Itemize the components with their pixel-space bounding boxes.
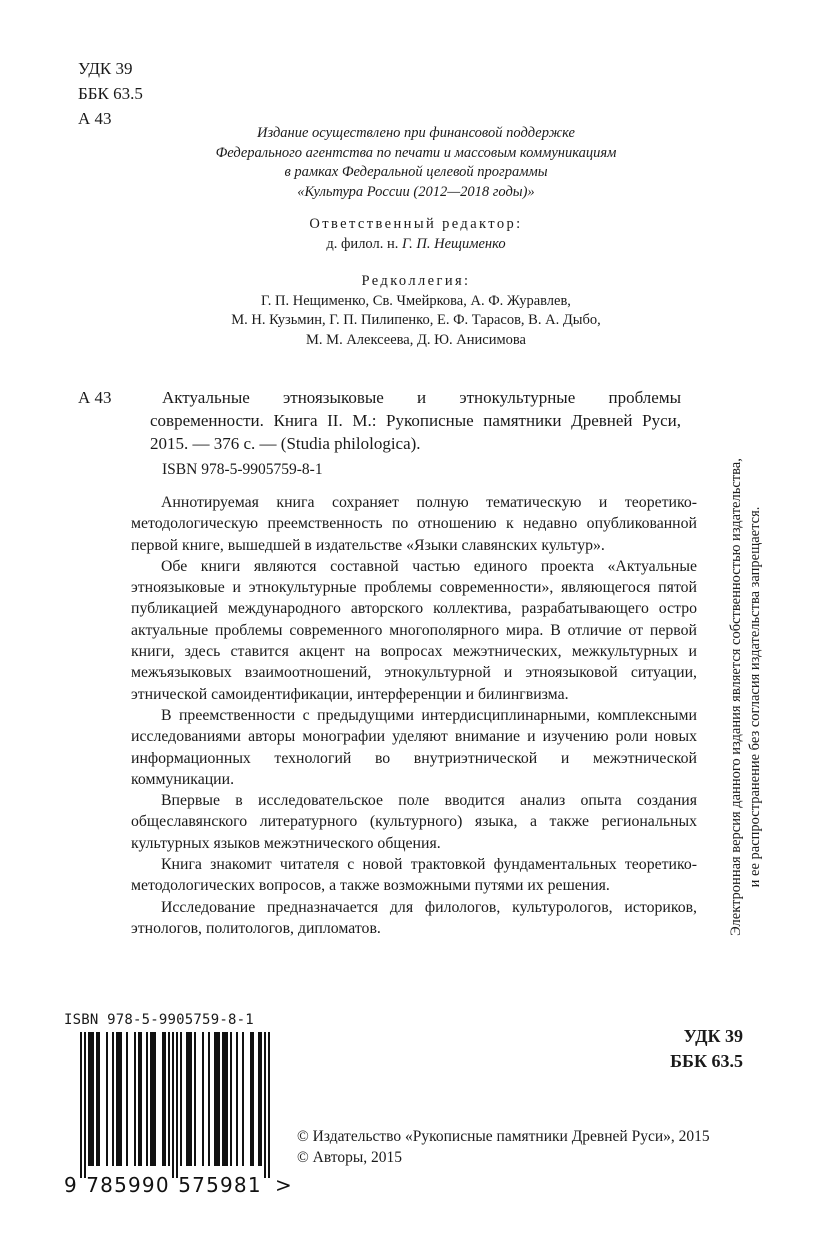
barcode-bar (106, 1032, 108, 1166)
barcode-bar (214, 1032, 216, 1166)
isbn-barcode (62, 1012, 294, 1198)
copyright-publisher: © Издательство «Рукописные памятники Древней Руси», 2015 (297, 1128, 710, 1145)
barcode-bar (250, 1032, 252, 1166)
annotation (131, 492, 697, 939)
barcode-bar (154, 1032, 156, 1166)
annotation-paragraph: Аннотируемая книга сохраняет полную тематическую и теоретико-методологическую преемственность по отношению к недавно опубликованной первой книге, вышедшей в издательстве «Языки славянских культур». (131, 494, 697, 554)
board-line: М. Н. Кузьмин, Г. П. Пилипенко, Е. Ф. Тарасов, В. А. Дыбо, (231, 312, 601, 328)
responsible-editor (150, 214, 682, 254)
barcode-right-digits: 575981 (178, 1173, 262, 1197)
barcode-bar (138, 1032, 140, 1166)
barcode-image (62, 1032, 294, 1198)
barcode-bar (222, 1032, 224, 1166)
notice-line: Электронная версия данного издания является собственностью издательства, (728, 458, 744, 936)
bbk-code-bottom: ББК 63.5 (670, 1051, 743, 1071)
barcode-bar (194, 1032, 196, 1166)
barcode-bar (92, 1032, 94, 1166)
barcode-bar (176, 1032, 178, 1178)
annotation-paragraph: Впервые в исследовательское поле вводится анализ опыта создания общеславянского литературного (культурного) языка, а также региональных культурных языков межэтнического общения. (131, 792, 697, 852)
classification-codes-bottom (670, 1024, 743, 1074)
board-line: М. М. Алексеева, Д. Ю. Анисимова (306, 331, 526, 348)
barcode-bar (264, 1032, 266, 1178)
barcode-bar (134, 1032, 136, 1166)
barcode-bar (186, 1032, 188, 1166)
barcode-bar (180, 1032, 182, 1166)
barcode-bar (260, 1032, 262, 1166)
funding-line: Издание осуществлено при финансовой поддержке (257, 125, 575, 141)
barcode-bar (126, 1032, 128, 1166)
barcode-bar (80, 1032, 82, 1178)
barcode-bar (226, 1032, 228, 1166)
funding-line: Федерального агентства по печати и массовым коммуникациям (215, 144, 617, 161)
barcode-bar (216, 1032, 218, 1166)
notice-line: и ее распространение без согласия издательства запрещается. (747, 506, 763, 888)
annotation-paragraph: Обе книги являются составной частью единого проекта «Актуальные этноязыковые и этнокультурные проблемы современности», являющегося пятой публикацией международного авторского коллектива, разрабатывающего остро актуальные проблемы современного многополярного мира. В отличие от первой книги, здесь ставится акцент на вопросах межэтнических, межкультурных и межъязыковых взаимоотношений, этнокультурной и этноязыковой ситуации, этнической самоидентификации, интерференции и билингвизма. (131, 557, 697, 703)
biblio-author-mark: А 43 (78, 388, 112, 407)
editorial-board (150, 272, 682, 350)
barcode-bar (150, 1032, 152, 1166)
udk-code: УДК 39 (78, 59, 133, 78)
barcode-bar (120, 1032, 122, 1166)
barcode-bar (118, 1032, 120, 1166)
annotation-paragraph: Исследование предназначается для филологов, культурологов, историков, этнологов, политологов, дипломатов. (131, 898, 697, 937)
funding-line: в рамках Федеральной целевой программы (284, 164, 548, 180)
barcode-bar (224, 1032, 226, 1166)
barcode-bar (218, 1032, 220, 1166)
bibliographic-description: Актуальные этноязыковые и этнокультурные проблемы современности. Книга II. М.: Рукописные памятники Древней Руси, 2015. — 376 с. — (Studia philologica). (150, 388, 681, 453)
barcode-bar (208, 1032, 210, 1166)
board-heading: Редколлегия: (361, 273, 471, 289)
barcode-bar (188, 1032, 190, 1166)
barcode-bar (190, 1032, 192, 1166)
annotation-paragraph: В преемственности с предыдущими интердисциплинарными, комплексными исследованиями авторы монографии уделяют внимание и изучению роли новых информационных технологий во внутриэтнической и межэтнической коммуникации. (131, 706, 697, 788)
barcode-bar (84, 1032, 86, 1178)
editor-degree: д. филол. н. (326, 236, 399, 252)
author-mark: А 43 (78, 109, 112, 128)
barcode-isbn-text: ISBN 978-5-9905759-8-1 (64, 1012, 254, 1028)
barcode-left-digits: 785990 (86, 1173, 170, 1197)
barcode-bar (162, 1032, 164, 1166)
barcode-bar (96, 1032, 98, 1166)
editor-line (150, 234, 682, 254)
barcode-bar (242, 1032, 244, 1166)
bbk-code: ББК 63.5 (78, 84, 143, 103)
barcode-bar (88, 1032, 90, 1166)
barcode-bar (98, 1032, 100, 1166)
editor-heading: Ответственный редактор: (309, 216, 523, 232)
barcode-bar (116, 1032, 118, 1166)
funding-note (150, 124, 682, 202)
editor-name: Г. П. Нещименко (401, 236, 506, 252)
funding-line: «Культура России (2012—2018 годы)» (297, 183, 535, 200)
barcode-bar (202, 1032, 204, 1166)
barcode-bar (268, 1032, 270, 1178)
barcode-arrow: > (275, 1173, 292, 1197)
barcode-bar (146, 1032, 148, 1166)
barcode-bar (152, 1032, 154, 1166)
board-line: Г. П. Нещименко, Св. Чмейркова, А. Ф. Журавлев, (261, 292, 571, 309)
copyright-block (297, 1126, 710, 1168)
barcode-bar (258, 1032, 260, 1166)
barcode-bar (230, 1032, 232, 1166)
annotation-paragraph: Книга знакомит читателя с новой трактовкой фундаментальных теоретико-методологических вопросов, а также возможными путями их решения. (131, 856, 697, 895)
barcode-first-digit: 9 (64, 1173, 77, 1197)
barcode-bar (164, 1032, 166, 1166)
classification-codes (78, 56, 143, 131)
barcode-bar (112, 1032, 114, 1166)
isbn-number: ISBN 978-5-9905759-8-1 (162, 461, 323, 478)
barcode-bar (236, 1032, 238, 1166)
barcode-bar (90, 1032, 92, 1166)
copyright-notice-vertical (716, 400, 776, 995)
copyright-authors: © Авторы, 2015 (297, 1149, 403, 1166)
barcode-bar (172, 1032, 174, 1178)
udk-code-bottom: УДК 39 (683, 1026, 743, 1046)
barcode-bar (140, 1032, 142, 1166)
barcode-bar (168, 1032, 170, 1166)
barcode-bar (252, 1032, 254, 1166)
